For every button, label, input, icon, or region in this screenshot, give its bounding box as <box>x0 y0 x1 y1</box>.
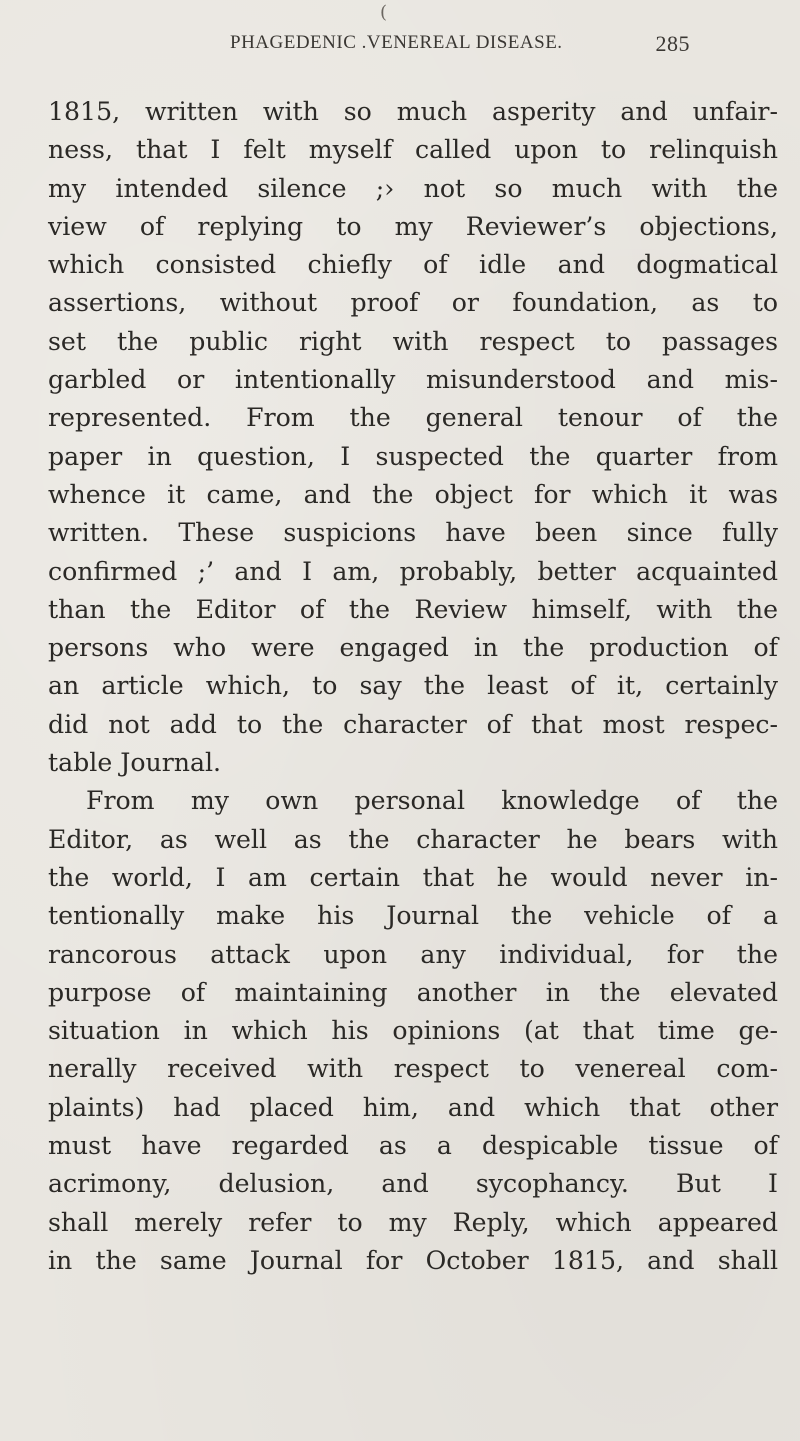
text-line: plaints) had placed him, and which that other <box>48 1092 778 1122</box>
text-line: table Journal. <box>48 748 222 778</box>
text-line: paper in question, I suspected the quarter from <box>48 441 778 471</box>
text-line: persons who were engaged in the production of <box>48 633 778 663</box>
text-line: rancorous attack upon any individual, for the <box>48 939 778 969</box>
text-line: the world, I am certain that he would never in- <box>48 862 778 892</box>
text-line: than the Editor of the Review himself, with the <box>48 594 778 624</box>
text-line: whence it came, and the object for which it was <box>48 479 778 509</box>
text-line: view of replying to my Reviewer’s objections, <box>48 211 778 241</box>
text-line: in the same Journal for October 1815, and shall <box>48 1245 778 1275</box>
text-line: my intended silence ;› not so much with the <box>48 173 778 203</box>
text-line: garbled or intentionally misunderstood and mis- <box>48 365 778 395</box>
text-line: assertions, without proof or foundation, as to <box>48 288 778 318</box>
page-number: 285 <box>655 31 690 56</box>
text-line: shall merely refer to my Reply, which appeared <box>48 1207 778 1237</box>
text-line: which consisted chiefly of idle and dogmatical <box>48 250 778 280</box>
text-line: represented. From the general tenour of the <box>48 403 778 433</box>
text-line: ness, that I felt myself called upon to relinquish <box>48 135 778 165</box>
text-line: confirmed ;’ and I am, probably, better acquainted <box>48 556 778 586</box>
text-line: tentionally make his Journal the vehicle of a <box>48 901 778 931</box>
running-head <box>230 32 690 62</box>
text-line: acrimony, delusion, and sycophancy. But I <box>48 1169 778 1199</box>
text-line: situation in which his opinions (at that time ge- <box>48 1016 778 1046</box>
text-line: 1815, written with so much asperity and unfair- <box>48 97 778 126</box>
running-title: PHAGEDENIC .VENEREAL DISEASE. <box>230 32 563 53</box>
text-line: did not add to the character of that most respec- <box>48 709 778 739</box>
page-mark: ( <box>380 2 388 23</box>
text-line: From my own personal knowledge of the <box>86 786 778 816</box>
text-line: an article which, to say the least of it, certainly <box>48 671 778 701</box>
text-line: Editor, as well as the character he bears with <box>48 824 778 854</box>
text-line: set the public right with respect to passages <box>48 326 778 356</box>
body-text <box>48 93 778 1280</box>
text-line: written. These suspicions have been since fully <box>48 518 778 548</box>
text-line: nerally received with respect to venereal com- <box>48 1054 778 1084</box>
text-line: purpose of maintaining another in the elevated <box>48 977 778 1007</box>
text-line: must have regarded as a despicable tissue of <box>48 1131 778 1161</box>
